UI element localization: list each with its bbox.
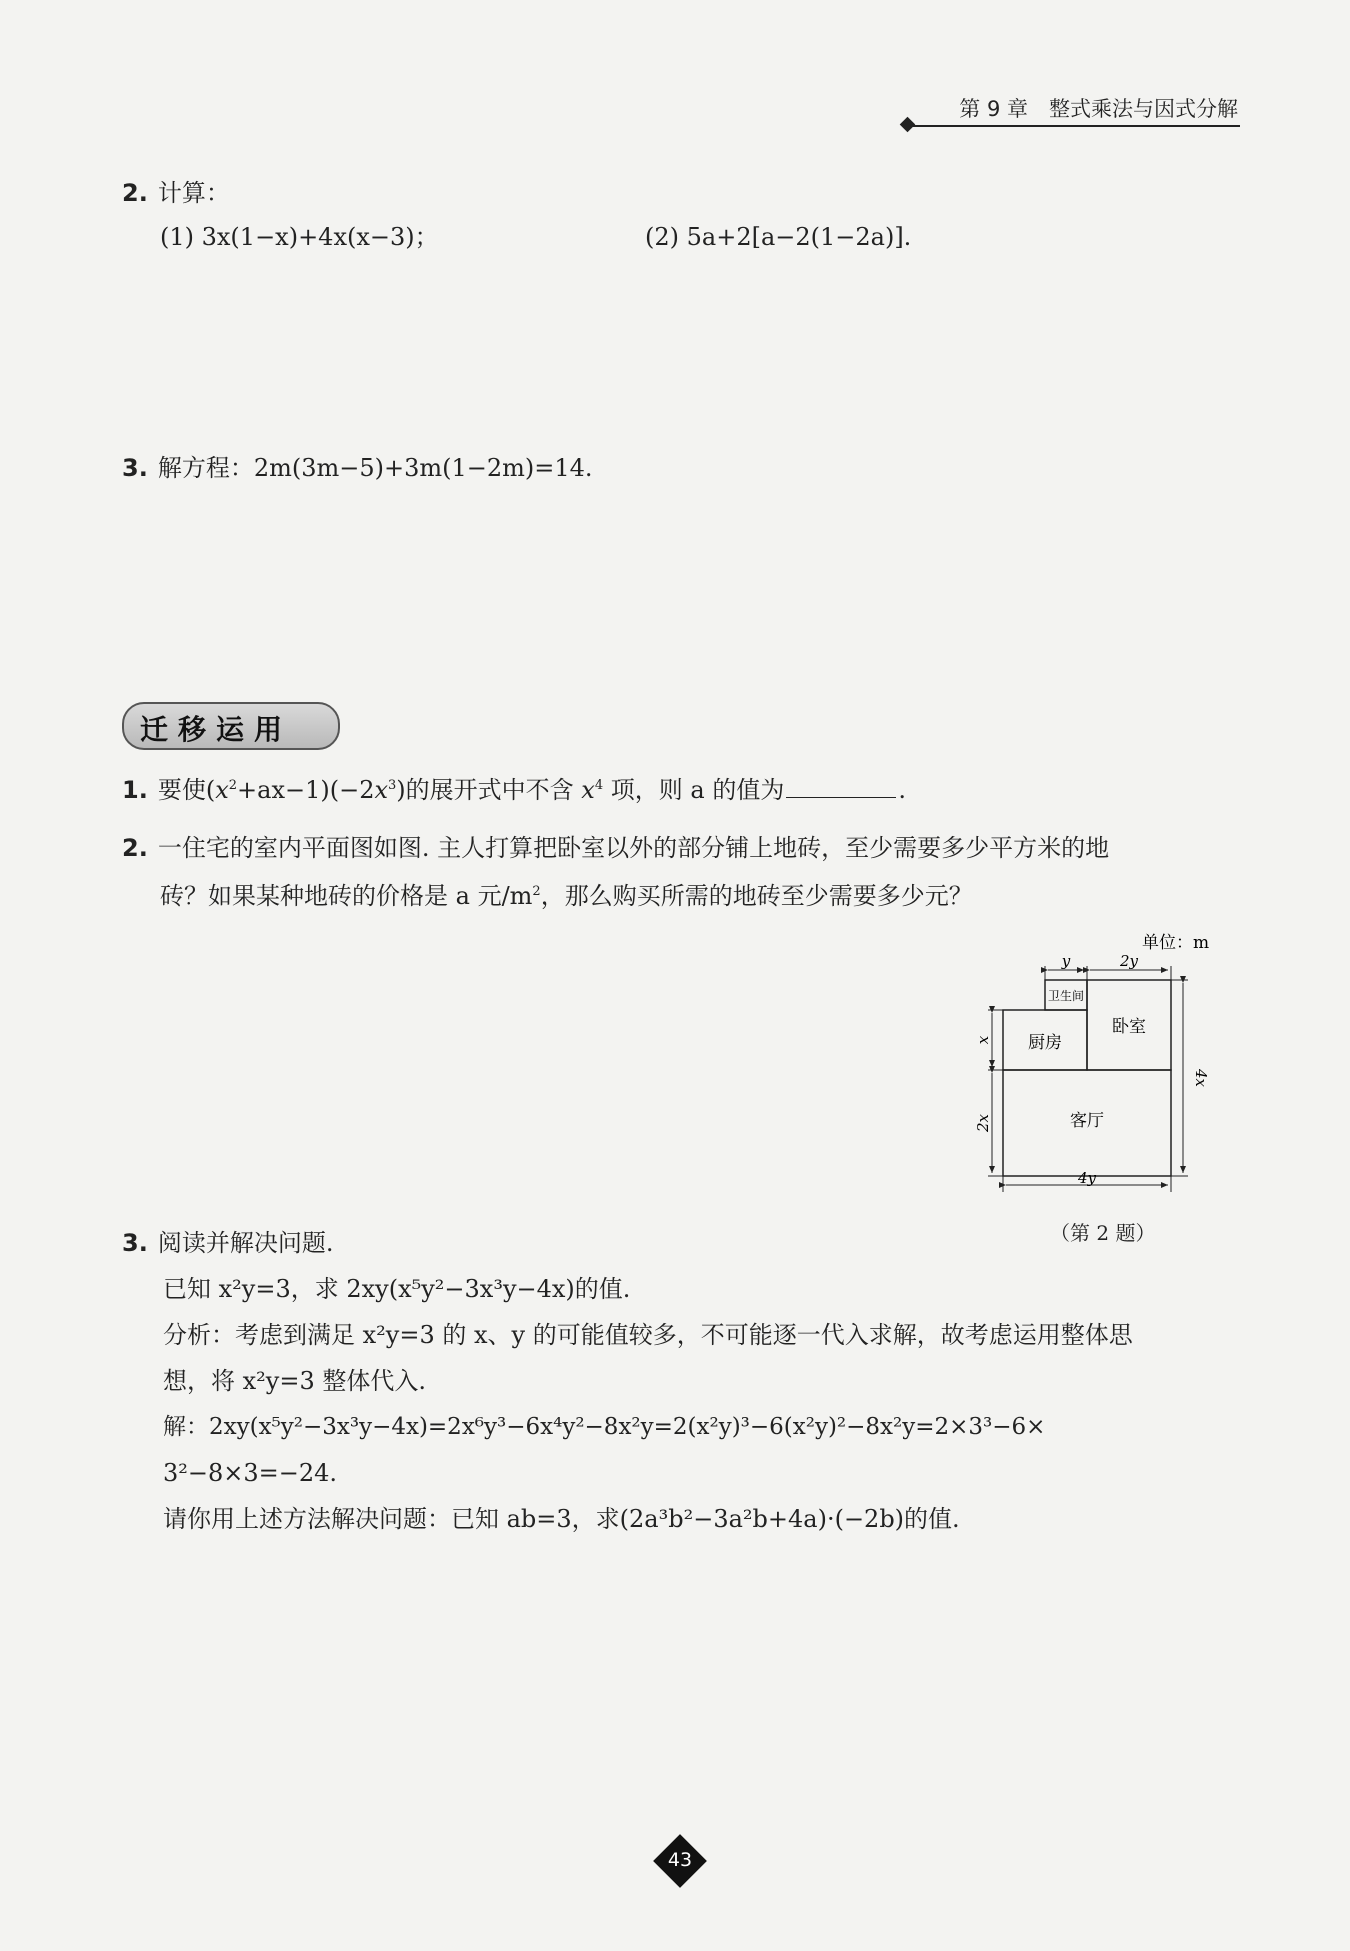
living-room-label: 客厅 <box>1070 1111 1104 1131</box>
text: 项，则 a 的值为 <box>603 776 785 804</box>
dim-2y-label: 2y <box>1119 952 1139 970</box>
question-text: 砖？如果某种地砖的价格是 a 元/m <box>160 882 533 910</box>
question-2-part-2 <box>645 222 911 252</box>
exercise-3-task: 请你用上述方法解决问题：已知 ab=3，求(2a³b²−3a²b+4a)·(−2b)的值. <box>163 1505 960 1533</box>
floor-plan-figure <box>970 930 1230 1195</box>
exercise-3-analysis-line-2: 想，将 x²y=3 整体代入. <box>163 1367 426 1395</box>
question-number: 2. <box>122 834 148 862</box>
page-number: 43 <box>667 1849 693 1871</box>
part-label: (1) <box>160 223 202 251</box>
question-3 <box>122 453 593 483</box>
question-title: 计算： <box>157 179 230 207</box>
exercise-3-given: 已知 x²y=3，求 2xy(x⁵y²−3x³y−4x)的值. <box>163 1275 631 1303</box>
question-title: 阅读并解决问题. <box>157 1229 334 1257</box>
unit-label: 单位：m <box>1142 933 1210 953</box>
exercise-1: 1. 要使$(x^2+ax-1)(-2x^3)$的展开式中不含 $x^4$ 项，则 a 的值为 . <box>122 776 906 804</box>
question-text: ，那么购买所需的地砖至少需要多少元？ <box>540 882 973 910</box>
exercise-2-line-1 <box>122 833 1109 863</box>
question-number: 3. <box>122 1229 148 1257</box>
answer-blank[interactable] <box>786 775 896 798</box>
dim-2x-label: 2x <box>974 1113 992 1133</box>
question-number: 2. <box>122 179 148 207</box>
chapter-header: 第 9 章 整式乘法与因式分解 <box>959 97 1238 121</box>
dim-4x-label: 4x <box>1192 1068 1210 1088</box>
text: 要使( <box>157 776 216 804</box>
exercise-2-line-2: 砖？如果某种地砖的价格是 a 元$/m^2$，那么购买所需的地砖至少需要多少元？ <box>160 882 973 910</box>
bathroom-label: 卫生间 <box>1047 989 1085 1003</box>
question-2 <box>122 178 230 208</box>
text: )的展开式中不含 <box>396 776 582 804</box>
header-rule <box>908 125 1240 127</box>
question-text: 解方程：2m(3m−5)+3m(1−2m)=14. <box>157 454 593 482</box>
expression: 3x(1−x)+4x(x−3)； <box>201 223 439 251</box>
question-number: 3. <box>122 454 148 482</box>
part-label: (2) <box>645 223 687 251</box>
question-number: 1. <box>122 776 148 804</box>
bedroom-label: 卧室 <box>1112 1017 1146 1037</box>
question-2-part-1 <box>160 222 439 252</box>
kitchen-label: 厨房 <box>1028 1033 1062 1053</box>
exercise-3-title <box>122 1228 333 1258</box>
exercise-3-solution-line-2: 3²−8×3=−24. <box>163 1459 338 1487</box>
dim-4y-label: 4y <box>1077 1169 1097 1187</box>
question-text: 一住宅的室内平面图如图. 主人打算把卧室以外的部分铺上地砖，至少需要多少平方米的地 <box>157 834 1110 862</box>
header-diamond-icon <box>900 117 916 133</box>
exercise-3-solution-line-1: 解：2xy(x⁵y²−3x³y−4x)=2x⁶y³−6x⁴y²−8x²y=2(x²y)³−6(x²y)²−8x²y=2×3³−6× <box>163 1414 1046 1440</box>
dim-x-label: x <box>974 1035 992 1045</box>
figure-caption: （第 2 题） <box>1050 1221 1156 1245</box>
text: . <box>898 776 906 804</box>
exercise-3-analysis-line-1: 分析：考虑到满足 x²y=3 的 x、y 的可能值较多，不可能逐一代入求解，故考虑运用整体思 <box>163 1321 1133 1349</box>
dim-y-label: y <box>1061 952 1071 970</box>
text: +ax−1)(−2 <box>237 776 375 804</box>
section-title: 迁移运用 <box>140 713 293 746</box>
expression: 5a+2[a−2(1−2a)]. <box>686 223 912 251</box>
